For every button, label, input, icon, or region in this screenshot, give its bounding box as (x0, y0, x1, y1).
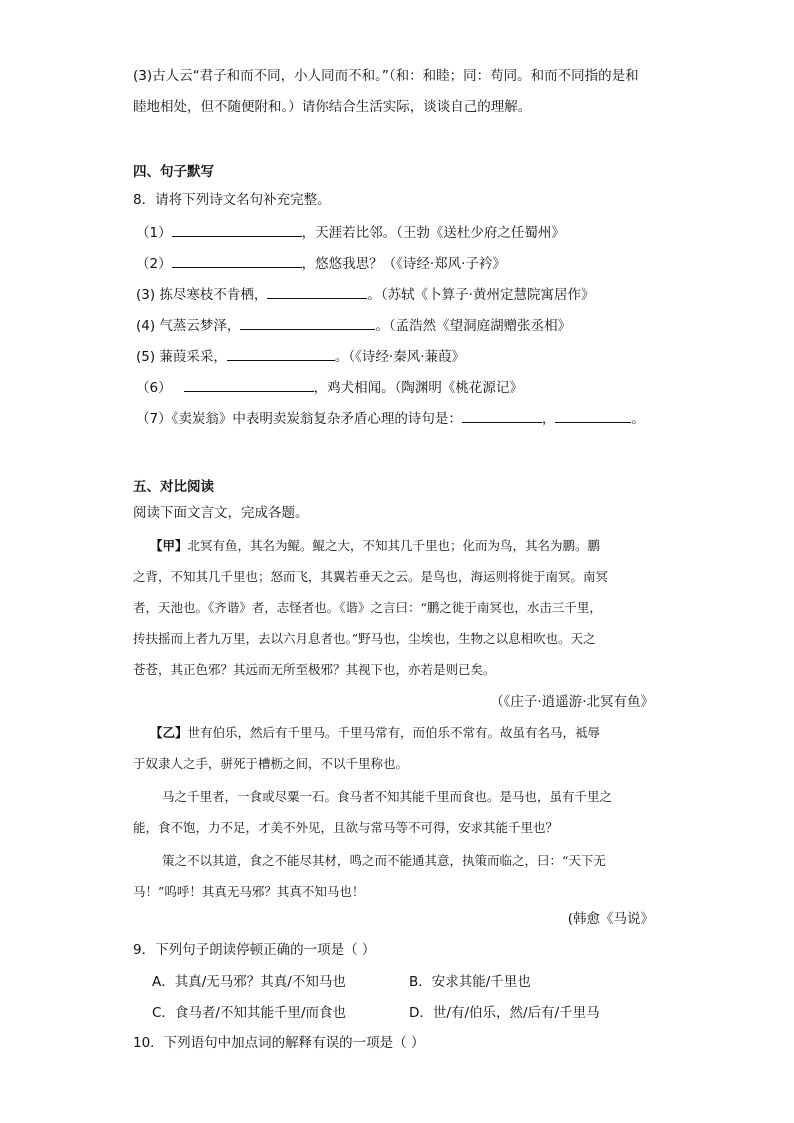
answer-blank[interactable] (462, 408, 542, 423)
fill-item-2-label: （2） (136, 256, 172, 272)
fill-item-1 (136, 222, 565, 243)
jia-line-5: 苍苍，其正色邪？其远而无所至极邪？其视下也，亦若是则已矣。 (133, 662, 496, 677)
fill-item-4-text: 。（孟浩然《望洞庭湖赠张丞相》 (375, 318, 572, 334)
fill-item-7-text: 。 (631, 411, 645, 427)
fill-item-3 (136, 284, 594, 305)
answer-blank[interactable] (172, 222, 302, 237)
fill-item-7-label: （7）《卖炭翁》中表明卖炭翁复杂矛盾心理的诗句是： (136, 411, 462, 427)
q9-option-c[interactable]: C．食马者/不知其能千里/而食也 (152, 1005, 347, 1021)
jia-text: 北冥有鱼，其名为鲲。鲲之大，不知其几千里也；化而为鸟，其名为鹏。鹏 (187, 538, 601, 553)
fill-item-7-sep: ， (541, 411, 556, 427)
yi-line-6: 马！”呜呼！其真无马邪？其真不知马也！ (133, 884, 365, 899)
fill-item-4 (136, 315, 571, 336)
q10-stem: 10．下列语句中加点词的解释有误的一项是（ ） (133, 1035, 425, 1051)
q9-option-b[interactable]: B．安求其能/千里也 (409, 974, 531, 990)
fill-item-1-label: （1） (136, 225, 172, 241)
q9-stem: 9．下列句子朗读停顿正确的一项是（ ） (133, 942, 376, 958)
answer-blank[interactable] (555, 408, 631, 423)
fill-item-3-text: 。（苏轼《卜算子·黄州定慧院寓居作》 (367, 287, 595, 303)
yi-line-1 (150, 723, 600, 743)
yi-line-5: 策之不以其道，食之不能尽其材，鸣之而不能通其意，执策而临之，曰：“天下无 (162, 853, 606, 868)
yi-text: 世有伯乐，然后有千里马。千里马常有，而伯乐不常有。故虽有名马，祗辱 (187, 725, 601, 740)
fill-item-6 (136, 377, 523, 398)
fill-item-2 (136, 253, 506, 274)
q8-stem: 8．请将下列诗文名句补充完整。 (133, 192, 331, 208)
fill-item-3-label: (3) 拣尽寒枝不肯栖， (136, 287, 268, 303)
jia-line-4: 抟扶摇而上者九万里，去以六月息者也。”野马也，尘埃也，生物之以息相吹也。天之 (133, 631, 596, 646)
jia-line-1 (150, 536, 600, 556)
jia-source: （《庄子·逍遥游·北冥有鱼》 (490, 694, 654, 710)
answer-blank[interactable] (184, 377, 314, 392)
jia-line-3: 者，天池也。《齐谐》者，志怪者也。《谐》之言曰：“鹏之徙于南冥也，水击三千里， (133, 600, 602, 615)
answer-blank[interactable] (240, 315, 375, 330)
fill-item-5-label: (5) 蒹葭采采， (136, 349, 227, 365)
fill-item-6-text: ，鸡犬相闻。（陶渊明《桃花源记》 (313, 380, 523, 396)
q3-line-2: 睦地相处，但不随便附和。）请你结合生活实际，谈谈自己的理解。 (133, 99, 532, 115)
jia-line-2: 之背，不知其几千里也；怒而飞，其翼若垂天之云。是鸟也，海运则将徙于南冥。南冥 (133, 569, 609, 584)
yi-source: (韩愈《马说》 (567, 911, 654, 927)
jia-tag: 【甲】 (150, 538, 188, 553)
q9-option-a[interactable]: A．其真/无马邪？其真/不知马也 (152, 974, 346, 990)
fill-item-5 (136, 346, 465, 367)
yi-line-2: 于奴隶人之手，骈死于槽枥之间，不以千里称也。 (133, 756, 409, 771)
answer-blank[interactable] (227, 346, 335, 361)
fill-item-1-text: ，天涯若比邻。（王勃《送杜少府之任蜀州》 (301, 225, 565, 241)
q3-line-1: (3)古人云“君子和而不同，小人同而不和。”（和：和睦；同：苟同。和而不同指的是和 (133, 68, 639, 84)
section4-title: 四、句子默写 (133, 164, 214, 180)
fill-item-6-label: （6） (136, 380, 172, 396)
fill-item-5-text: 。（《诗经·秦风·蒹葭》 (334, 349, 466, 365)
fill-item-7 (136, 408, 645, 429)
yi-line-3: 马之千里者，一食或尽粟一石。食马者不知其能千里而食也。是马也，虽有千里之 (162, 789, 613, 804)
section5-title: 五、对比阅读 (133, 479, 214, 495)
section5-intro: 阅读下面文言文，完成各题。 (133, 505, 309, 521)
yi-line-4: 能，食不饱，力不足，才美不外见，且欲与常马等不可得，安求其能千里也？ (133, 820, 559, 835)
q9-option-d[interactable]: D．世/有/伯乐，然/后有/千里马 (409, 1005, 600, 1021)
fill-item-4-label: (4) 气蒸云梦泽， (136, 318, 241, 334)
answer-blank[interactable] (267, 284, 367, 299)
answer-blank[interactable] (172, 253, 302, 268)
yi-tag: 【乙】 (150, 725, 188, 740)
fill-item-2-text: ，悠悠我思？（《诗经·郑风·子衿》 (301, 256, 506, 272)
